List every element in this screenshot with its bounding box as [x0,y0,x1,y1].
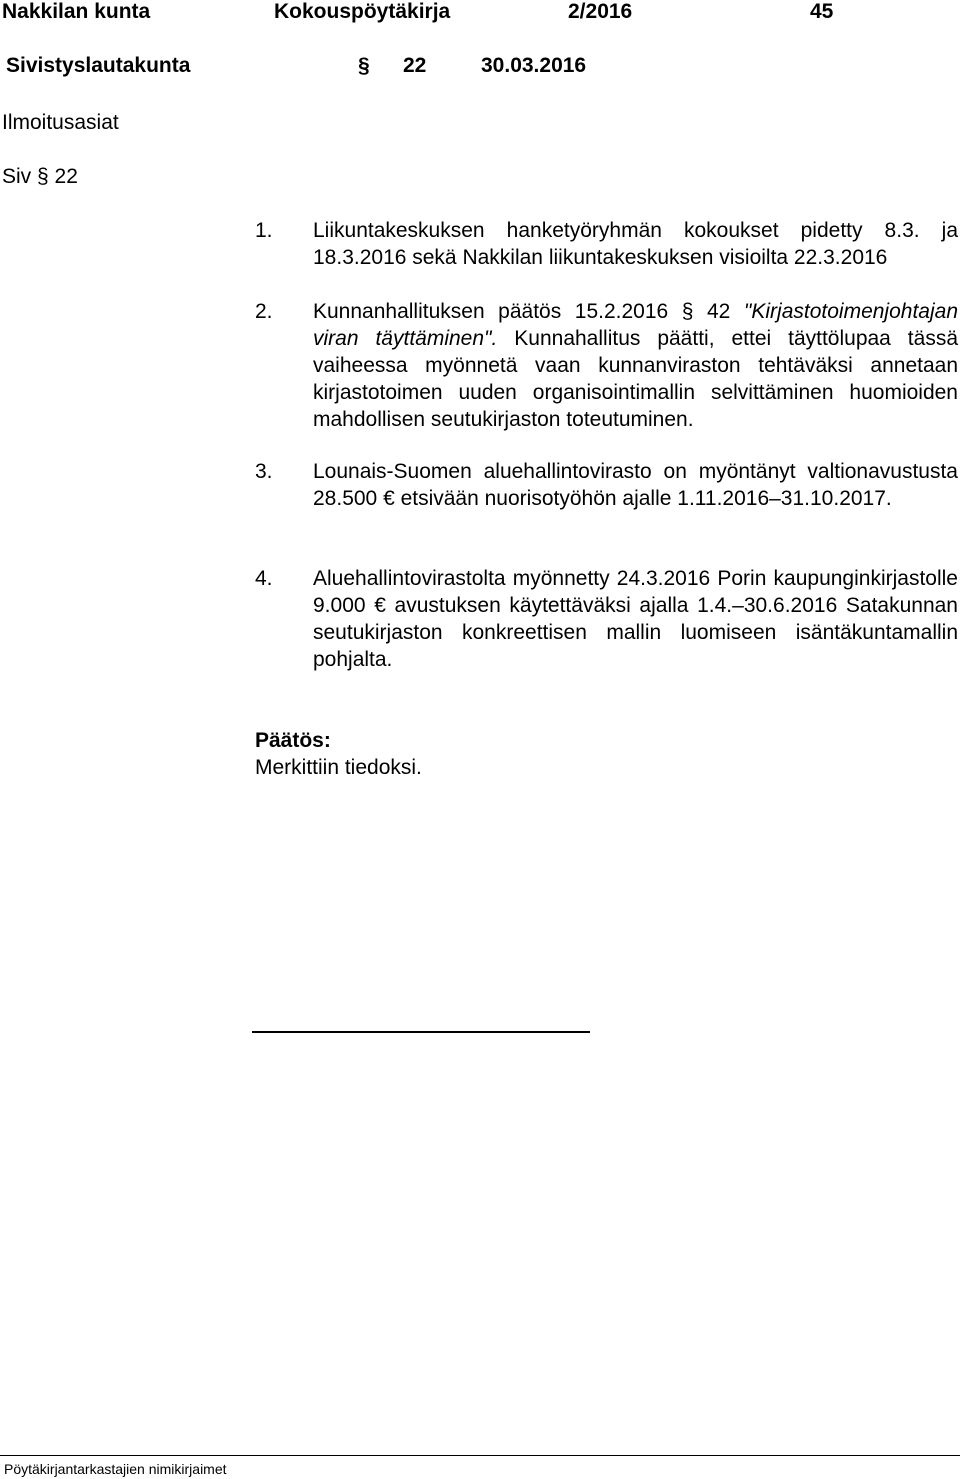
item-text [313,298,958,433]
meeting-number: 2/2016 [568,0,633,23]
reference: Siv § 22 [2,165,78,188]
item-number: 1. [255,219,273,242]
page-number: 45 [810,0,834,23]
topic-title: Ilmoitusasiat [2,111,119,134]
meeting-date: 30.03.2016 [481,54,587,77]
document-type: Kokouspöytäkirja [274,0,451,23]
item-text: Lounais-Suomen aluehallintovirasto on myöntänyt valtionavustusta 28.500 € etsivään nuorisotyöhön ajalle 1.11.2016–31.10.2017. [313,460,958,510]
item-text-suffix: Kunnahallitus päätti, ettei täyttölupaa tässä vaiheessa myönnetä vaan kunnanviraston tehtäväksi annetaan kirjastotoimen uuden organisointimallin selvittäminen huomioiden mahdollisen seutukirjaston toteutuminen. [313,327,959,431]
section-number: 22 [403,54,427,77]
item-number: 3. [255,460,273,483]
decision-label: Päätös: [255,729,331,752]
signature-line [252,1031,590,1033]
section-sign: § [358,54,370,77]
footer-initials-label: Pöytäkirjantarkastajien nimikirjaimet [4,1461,227,1477]
body-name: Sivistyslautakunta [6,54,191,77]
footer-divider [0,1455,960,1456]
item-text-italic: "Kirjastotoimenjohtajan viran täyttäminen". [313,300,958,350]
decision-text: Merkittiin tiedoksi. [255,756,422,779]
item-text-prefix: Kunnanhallituksen päätös 15.2.2016 § 42 [313,300,744,323]
municipality-name: Nakkilan kunta [2,0,151,23]
item-text: Liikuntakeskuksen hanketyöryhmän kokoukset pidetty 8.3. ja 18.3.2016 sekä Nakkilan liikuntakeskuksen visioilta 22.3.2016 [313,219,958,269]
item-number: 4. [255,567,273,590]
item-number: 2. [255,300,273,323]
item-text: Aluehallintovirastolta myönnetty 24.3.2016 Porin kaupunginkirjastolle 9.000 € avustuksen käytettäväksi ajalla 1.4.–30.6.2016 Satakunnan seutukirjaston konkreettisen mallin luomiseen isäntäkuntamallin pohjalta. [313,567,958,671]
